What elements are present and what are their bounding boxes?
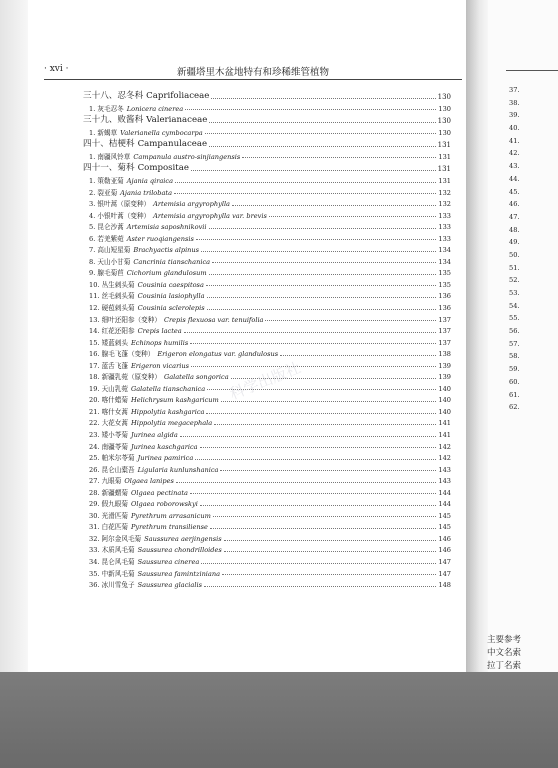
toc-species-entry[interactable] [83,185,451,197]
toc-page-number: 134 [438,257,451,266]
toc-leader-dots [207,309,437,310]
toc-leader-dots [201,563,436,564]
toc-leader-dots [175,182,436,183]
toc-chinese-name: 三十八、忍冬科 [83,91,144,101]
toc-page-number: 142 [438,442,451,451]
toc-chinese-name: 21. 喀什女蒿 [89,407,128,416]
page-number: · xvi · [44,64,69,74]
toc-page-number: 140 [438,407,451,416]
toc-species-entry[interactable] [83,277,451,289]
toc-page-number: 130 [438,104,451,113]
toc-leader-dots [221,401,437,402]
toc-leader-dots [190,493,437,494]
toc-page-number: 132 [438,200,451,209]
toc-latin-name: Hippolytia megacephala [130,419,213,428]
toc-species-entry[interactable] [83,101,451,113]
toc-page-number: 133 [438,211,451,220]
toc-chinese-name: 8. 天山小甘菊 [89,257,131,266]
right-page-entry-number: 38. [509,98,520,107]
toc-leader-dots [224,540,437,541]
toc-chinese-name: 29. 假九眼菊 [89,500,128,509]
toc-species-entry[interactable] [83,323,451,335]
toc-latin-name: Artemisia argyrophylla [153,200,230,209]
toc-leader-dots [195,459,436,460]
right-page-entry-number: 47. [509,212,520,221]
scanner-bed-background [0,672,558,768]
toc-chinese-name: 14. 红花还阳参 [89,327,135,336]
toc-latin-name: Olgaea lanipes [124,477,174,486]
right-page-entry-number: 50. [509,250,520,259]
right-page-entry-number: 60. [509,377,520,386]
toc-chinese-name: 31. 白花匹菊 [89,523,128,532]
toc-chinese-name: 5. 昆仑沙蒿 [89,223,124,232]
toc-chinese-name: 17. 蓝舌飞蓬 [89,361,128,370]
toc-leader-dots [211,98,435,99]
toc-latin-name: Crepis lactea [137,327,182,336]
toc-latin-name: Saussurea famintziniana [137,569,221,578]
toc-chinese-name: 28. 新疆蝟菊 [89,488,128,497]
toc-leader-dots [209,274,437,275]
toc-chinese-name: 2. 裂亚菊 [89,188,118,197]
toc-leader-dots [190,343,436,344]
toc-species-entry[interactable] [83,288,451,300]
right-page-entry-number: 56. [509,327,520,336]
toc-page-number: 132 [438,188,451,197]
toc-chinese-name: 26. 昆仑山橐吾 [89,465,135,474]
toc-chinese-name: 6. 若羌紫菀 [89,234,124,243]
right-page-entry-number: 48. [509,225,520,234]
toc-latin-name: Ligularia kunlunshanica [137,465,219,474]
toc-page-number: 146 [438,546,451,555]
toc-species-entry[interactable] [83,543,451,555]
toc-page-number: 147 [438,558,451,567]
right-page-entry-number: 40. [509,124,520,133]
toc-species-entry[interactable] [83,149,451,161]
toc-chinese-name: 13. 细叶还阳参（变种） [89,315,161,324]
right-page-entry-number: 44. [509,174,520,183]
toc-chinese-name: 11. 丝毛刺头菊 [89,292,135,301]
left-page-edge [0,0,28,690]
toc-latin-name: Artemisia saposhnikovii [126,223,207,232]
toc-leader-dots [214,424,436,425]
toc-page-number: 133 [438,223,451,232]
toc-leader-dots [209,228,437,229]
toc-leader-dots [213,516,437,517]
right-page-entry-number: 62. [509,403,520,412]
toc-chinese-name: 27. 九眼菊 [89,477,122,486]
right-page-entry-number: 52. [509,276,520,285]
toc-family-entry[interactable] [83,88,451,101]
right-page-header-rule [506,70,558,71]
toc-chinese-name: 20. 喀什蜡菊 [89,396,128,405]
toc-page-number: 147 [438,569,451,578]
toc-chinese-name: 16. 腺毛飞蓬（变种） [89,350,155,359]
toc-latin-name: Valerianella cymbocarpa [120,128,203,137]
toc-page-number: 131 [438,176,451,185]
toc-chinese-name: 15. 矮蓝刺头 [89,338,128,347]
toc-page-number: 131 [437,140,451,149]
toc-chinese-name: 22. 大花女蒿 [89,419,128,428]
toc-species-entry[interactable] [83,416,451,428]
toc-species-entry[interactable] [83,462,451,474]
toc-chinese-name: 1. 新蝎草 [89,128,118,137]
toc-page-number: 139 [438,361,451,370]
toc-species-entry[interactable] [83,450,451,462]
toc-family-entry[interactable] [83,112,451,125]
toc-latin-name: Galatella songorica [163,373,229,382]
toc-chinese-name: 36. 冰川雪兔子 [89,581,135,590]
toc-chinese-name: 30. 光滑匹菊 [89,511,128,520]
toc-leader-dots [212,262,436,263]
toc-species-entry[interactable] [83,496,451,508]
toc-chinese-name: 7. 高山短星菊 [89,246,131,255]
toc-species-entry[interactable] [83,392,451,404]
right-page-index-links [487,634,558,673]
toc-chinese-name: 25. 帕米尔苓菊 [89,454,135,463]
table-of-contents [83,88,451,589]
toc-species-entry[interactable] [83,208,451,220]
toc-chinese-name: 三十九、败酱科 [83,115,144,126]
toc-species-entry[interactable] [83,300,451,312]
toc-latin-name: Saussurea glacialis [137,581,202,590]
toc-latin-name: Cichorium glandulosum [126,269,207,278]
toc-chinese-name: 1. 灰毛忍冬 [89,104,124,113]
toc-latin-name: Hippolytia kashgarica [130,407,205,416]
toc-leader-dots [207,297,437,298]
toc-latin-name: Saussurea aerjingensis [144,534,222,543]
right-page-entry-number: 51. [509,263,520,272]
toc-latin-name: Caprifoliaceae [146,91,210,101]
toc-latin-name: Cousinia sclerolepis [137,303,205,312]
toc-page-number: 140 [438,396,451,405]
toc-page-number: 136 [438,303,451,312]
toc-latin-name: Helichrysum kashgaricum [130,396,219,405]
toc-chinese-name: 四十、桔梗科 [83,139,135,150]
right-page-entry-number: 57. [509,339,520,348]
toc-species-entry[interactable] [83,173,451,185]
book-title: 新疆塔里木盆地特有和珍稀维管植物 [176,67,329,78]
right-page-entry-number: 61. [509,390,520,399]
toc-chinese-name: 12. 硬苞刺头菊 [89,303,135,312]
toc-page-number: 138 [438,350,451,359]
toc-page-number: 130 [438,128,451,137]
right-page-index-link[interactable]: 中文名索 [487,648,522,658]
toc-latin-name: Ajania qiraica [126,176,174,185]
toc-latin-name: Cousinia lasiophylla [137,292,205,301]
toc-leader-dots [200,447,437,448]
toc-chinese-name: 33. 木质风毛菊 [89,546,135,555]
toc-species-entry[interactable] [83,427,451,439]
toc-species-entry[interactable] [83,231,451,243]
right-page-entry-number: 41. [509,136,520,145]
toc-page-number: 137 [438,327,451,336]
toc-leader-dots [180,436,437,437]
toc-leader-dots [205,133,437,134]
toc-species-entry[interactable] [83,196,451,208]
toc-latin-name: Saussurea cinerea [137,558,200,567]
toc-latin-name: Campanula austro-sinjiangensis [133,152,241,161]
toc-latin-name: Saussurea chondrilloides [137,546,222,555]
toc-chinese-name: 23. 矮小苓菊 [89,431,128,439]
page-header [44,64,462,78]
toc-chinese-name: 19. 天山乳菀 [89,384,128,393]
toc-species-entry[interactable] [83,508,451,520]
toc-family-entry[interactable] [83,136,451,149]
toc-leader-dots [174,193,436,194]
toc-page-number: 142 [438,454,451,463]
toc-species-entry[interactable] [83,577,451,589]
toc-page-number: 134 [438,246,451,255]
right-page-entry-number: 42. [509,149,520,158]
toc-leader-dots [206,413,436,414]
toc-leader-dots [209,122,435,123]
toc-species-entry[interactable] [83,554,451,566]
toc-latin-name: Erigeron vicarius [130,361,189,370]
right-page-entry-number: 53. [509,289,520,297]
toc-chinese-name: 9. 腺毛菊苣 [89,269,124,278]
right-page-entry-number: 45. [509,187,520,196]
toc-page-number: 143 [438,477,451,486]
toc-latin-name: Lonicera cinerea [126,104,184,113]
toc-latin-name: Valerianaceae [146,115,208,126]
toc-page-number: 130 [437,92,451,101]
toc-latin-name: Crepis flexuosa var. tenuifolia [163,315,264,324]
toc-species-entry[interactable] [83,531,451,543]
book-gutter [466,0,488,768]
toc-page-number: 135 [438,269,451,278]
toc-page-number: 141 [438,419,451,428]
toc-page-number: 144 [438,488,451,497]
toc-latin-name: Cousinia caespitosa [137,280,204,289]
toc-species-entry[interactable] [83,346,451,358]
toc-leader-dots [242,157,436,158]
right-page-entry-number: 49. [509,238,520,247]
toc-leader-dots [200,505,437,506]
toc-chinese-name: 10. 丛生刺头菊 [89,280,135,289]
right-page-entry-number: 39. [509,111,520,120]
toc-page-number: 137 [438,338,451,347]
toc-species-entry[interactable] [83,335,451,347]
toc-page-number: 137 [438,315,451,324]
toc-leader-dots [201,251,436,252]
toc-latin-name: Olgaea roborowskyi [130,500,198,509]
toc-latin-name: Aster ruoqiangensis [126,234,194,243]
toc-chinese-name: 1. 策勒亚菊 [89,176,124,185]
toc-page-number: 130 [437,116,451,125]
toc-latin-name: Jurinea algida [130,431,178,439]
toc-page-number: 139 [438,373,451,382]
toc-chinese-name: 34. 昆仑风毛菊 [89,558,135,567]
toc-page-number: 140 [438,384,451,393]
toc-species-entry[interactable] [83,404,451,416]
header-rule [44,79,462,80]
toc-page-number: 144 [438,500,451,509]
toc-leader-dots [269,216,437,217]
toc-latin-name: Jurinea pamirica [137,454,194,463]
toc-latin-name: Jurinea kaschgarica [130,442,198,451]
right-page-entry-number: 37. [509,86,520,94]
toc-page-number: 145 [438,511,451,520]
toc-species-entry[interactable] [83,473,451,485]
right-page-entry-number: 43. [509,162,520,171]
toc-latin-name: Cancrinia tianschanica [133,257,211,266]
toc-chinese-name: 32. 阿尔金风毛菊 [89,534,142,543]
toc-leader-dots [222,574,436,575]
toc-latin-name: Compositae [137,163,189,174]
toc-chinese-name: 1. 南疆风铃草 [89,152,131,161]
toc-latin-name: Olgaea pectinata [130,488,188,497]
toc-page-number: 143 [438,465,451,474]
toc-chinese-name: 四十一、菊科 [83,163,135,174]
toc-latin-name: Campanulaceae [137,139,208,150]
toc-family-entry[interactable] [83,160,451,173]
toc-species-entry[interactable] [83,242,451,254]
toc-page-number: 131 [437,165,451,174]
toc-leader-dots [209,146,436,147]
toc-chinese-name: 3. 银叶蒿（原变种） [89,200,151,209]
toc-page-number: 145 [438,523,451,532]
toc-page-number: 141 [438,431,451,439]
toc-leader-dots [196,239,437,240]
toc-page-number: 148 [438,581,451,590]
toc-latin-name: Artemisia argyrophylla var. brevis [153,211,267,220]
toc-leader-dots [176,482,437,483]
toc-species-entry[interactable] [83,519,451,531]
toc-page-number: 133 [438,234,451,243]
right-page-entry-numbers [509,84,549,414]
toc-leader-dots [191,170,436,171]
toc-latin-name: Ajania trilobata [120,188,173,197]
toc-leader-dots [206,285,437,286]
toc-page-number: 136 [438,292,451,301]
toc-leader-dots [265,320,436,321]
toc-chinese-name: 24. 南疆苓菊 [89,442,128,451]
toc-chinese-name: 35. 中新风毛菊 [89,569,135,578]
toc-species-entry[interactable] [83,485,451,497]
toc-leader-dots [185,109,436,110]
toc-species-entry[interactable] [83,254,451,266]
right-page-entry-number: 55. [509,314,520,323]
right-page-index-link[interactable]: 拉丁名索 [487,661,522,671]
toc-latin-name: Pyrethrum transiliense [130,523,208,532]
right-page-entry-number: 59. [509,365,520,374]
right-page-entry-number: 54. [509,301,520,310]
toc-page-number: 131 [438,152,451,161]
toc-chinese-name: 4. 小银叶蒿（变种） [89,211,151,220]
toc-species-entry[interactable] [83,566,451,578]
right-page-index-link[interactable]: 主要参考 [487,635,522,645]
watermark: 科学出版社 [227,358,304,404]
toc-leader-dots [210,528,436,529]
toc-species-entry[interactable] [83,265,451,277]
toc-latin-name: Echinops humilis [130,338,189,347]
toc-latin-name: Galatella tianschanica [130,384,206,393]
toc-page-number: 135 [438,280,451,289]
toc-leader-dots [224,551,437,552]
right-page-entry-number: 46. [509,200,520,209]
toc-species-entry[interactable] [83,312,451,324]
toc-leader-dots [232,205,436,206]
toc-leader-dots [204,586,436,587]
toc-latin-name: Erigeron elongatus var. glandulosus [157,350,279,359]
toc-page-number: 146 [438,534,451,543]
toc-chinese-name: 18. 新疆乳菀（原变种） [89,373,161,382]
toc-species-entry[interactable] [83,219,451,231]
toc-leader-dots [184,332,437,333]
toc-leader-dots [220,470,436,471]
toc-species-entry[interactable] [83,439,451,451]
right-page-entry-number: 58. [509,352,520,361]
toc-species-entry[interactable] [83,125,451,137]
toc-latin-name: Brachyactis alpinus [133,246,200,255]
toc-latin-name: Pyrethrum arrasanicum [130,511,211,520]
